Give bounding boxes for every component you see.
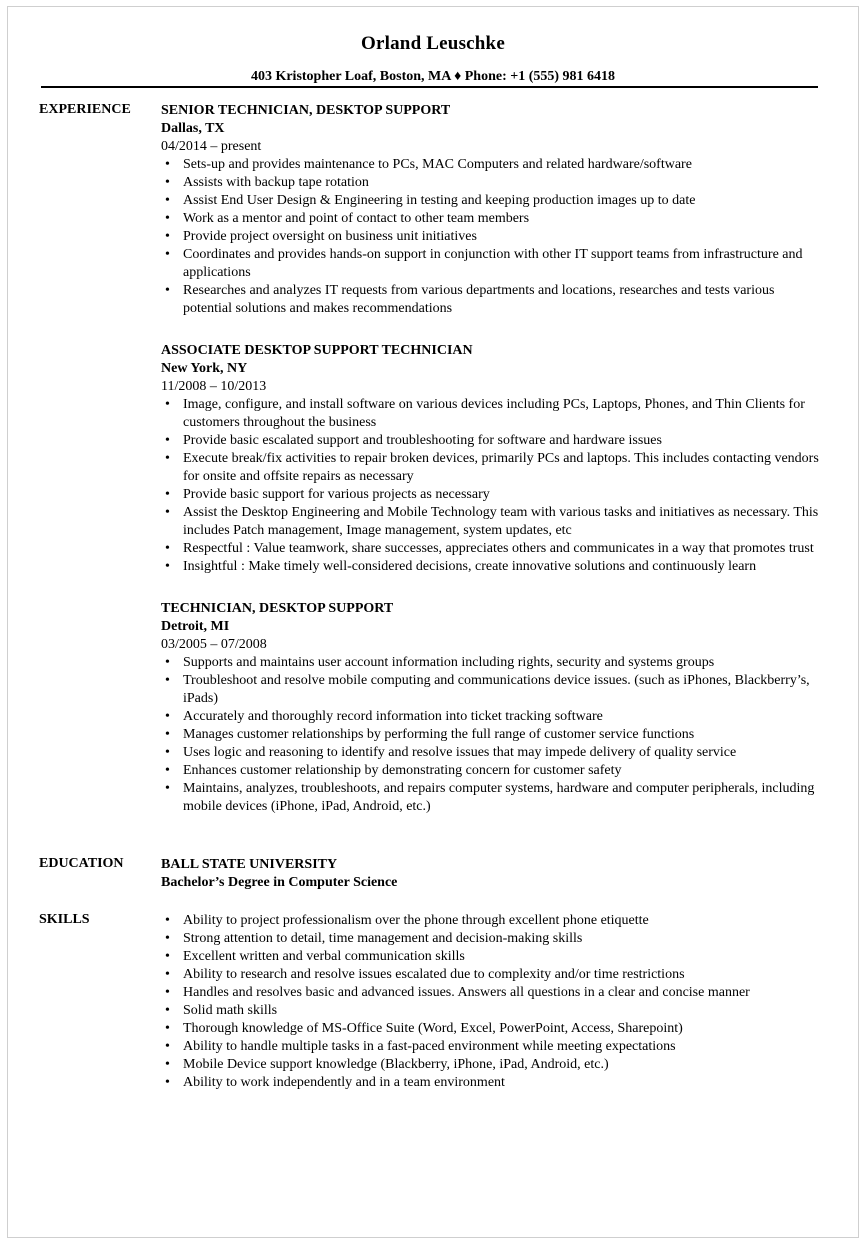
contact-line: 403 Kristopher Loaf, Boston, MA ♦ Phone: +1 (555) 981 6418 xyxy=(250,69,616,84)
bullet-item: • Insightful : Make timely well-considered decisions, create innovative solutions and continuously learn xyxy=(161,558,821,576)
job-dates: 11/2008 – 10/2013 xyxy=(161,379,267,394)
bullet-item: • Coordinates and provides hands-on support in conjunction with other IT support teams from infrastructure and applications xyxy=(161,246,821,282)
job-location: New York, NY xyxy=(161,361,248,376)
bullet-item: • Respectful : Value teamwork, share successes, appreciates others and communicates in a way that promotes trust xyxy=(161,540,821,558)
job-entry xyxy=(161,600,821,816)
candidate-name: Orland Leuschke xyxy=(361,33,505,54)
job-bullets xyxy=(161,654,821,816)
education-section xyxy=(161,856,821,892)
school-name: BALL STATE UNIVERSITY xyxy=(161,857,338,872)
bullet-item: • Image, configure, and install software on various devices including PCs, Laptops, Phones, and Thin Clients for customers throughout the business xyxy=(161,396,821,432)
skill-item: • Handles and resolves basic and advanced issues. Answers all questions in a clear and concise manner xyxy=(161,984,821,1002)
bullet-item: • Uses logic and reasoning to identify and resolve issues that may impede delivery of quality service xyxy=(161,744,821,762)
experience-section xyxy=(161,102,821,816)
bullet-item: • Troubleshoot and resolve mobile computing and communications device issues. (such as iPhones, Blackberry’s, iPads) xyxy=(161,672,821,708)
skill-item: • Ability to research and resolve issues escalated due to complexity and/or time restrictions xyxy=(161,966,821,984)
job-title: ASSOCIATE DESKTOP SUPPORT TECHNICIAN xyxy=(161,343,473,358)
bullet-item: • Manages customer relationships by performing the full range of customer service functions xyxy=(161,726,821,744)
skill-item: • Ability to work independently and in a team environment xyxy=(161,1074,821,1092)
skills-section xyxy=(161,912,821,1092)
job-dates: 03/2005 – 07/2008 xyxy=(161,637,267,652)
bullet-item: • Provide basic support for various projects as necessary xyxy=(161,486,821,504)
experience-label: EXPERIENCE xyxy=(39,102,131,117)
skill-item: • Excellent written and verbal communication skills xyxy=(161,948,821,966)
bullet-item: • Assist End User Design & Engineering in testing and keeping production images up to date xyxy=(161,192,821,210)
job-title: TECHNICIAN, DESKTOP SUPPORT xyxy=(161,601,394,616)
bullet-item: • Assists with backup tape rotation xyxy=(161,174,821,192)
job-location: Detroit, MI xyxy=(161,619,230,634)
resume-page xyxy=(7,6,859,1238)
bullet-item: • Execute break/fix activities to repair broken devices, primarily PCs and laptops. This includes contacting vendors for onsite and offsite repairs as necessary xyxy=(161,450,821,486)
job-title: SENIOR TECHNICIAN, DESKTOP SUPPORT xyxy=(161,103,451,118)
job-bullets xyxy=(161,156,821,318)
bullet-item: • Work as a mentor and point of contact to other team members xyxy=(161,210,821,228)
bullet-item: • Maintains, analyzes, troubleshoots, and repairs computer systems, hardware and computer peripherals, including mobile devices (iPhone, iPad, Android, etc.) xyxy=(161,780,821,816)
bullet-item: • Provide project oversight on business unit initiatives xyxy=(161,228,821,246)
job-dates: 04/2014 – present xyxy=(161,139,262,154)
job-entry xyxy=(161,102,821,318)
skill-item: • Ability to project professionalism over the phone through excellent phone etiquette xyxy=(161,912,821,930)
bullet-item: • Assist the Desktop Engineering and Mobile Technology team with various tasks and initiatives as necessary. This includes Patch management, Image management, system updates, etc xyxy=(161,504,821,540)
bullet-item: • Supports and maintains user account information including rights, security and systems groups xyxy=(161,654,821,672)
bullet-item: • Accurately and thoroughly record information into ticket tracking software xyxy=(161,708,821,726)
skill-item: • Ability to handle multiple tasks in a fast-paced environment while meeting expectations xyxy=(161,1038,821,1056)
degree: Bachelor’s Degree in Computer Science xyxy=(161,875,398,890)
bullet-item: • Provide basic escalated support and troubleshooting for software and hardware issues xyxy=(161,432,821,450)
job-bullets xyxy=(161,396,821,576)
skill-item: • Solid math skills xyxy=(161,1002,821,1020)
skill-item: • Thorough knowledge of MS-Office Suite (Word, Excel, PowerPoint, Access, Sharepoint) xyxy=(161,1020,821,1038)
job-entry xyxy=(161,342,821,576)
skills-label: SKILLS xyxy=(39,912,90,927)
bullet-item: • Sets-up and provides maintenance to PCs, MAC Computers and related hardware/software xyxy=(161,156,821,174)
skills-list xyxy=(161,912,821,1092)
bullet-item: • Researches and analyzes IT requests from various departments and locations, researches and tests various potential solutions and makes recommendations xyxy=(161,282,821,318)
skill-item: • Strong attention to detail, time management and decision-making skills xyxy=(161,930,821,948)
job-location: Dallas, TX xyxy=(161,121,225,136)
education-label: EDUCATION xyxy=(39,856,124,871)
bullet-item: • Enhances customer relationship by demonstrating concern for customer safety xyxy=(161,762,821,780)
skill-item: • Mobile Device support knowledge (Blackberry, iPhone, iPad, Android, etc.) xyxy=(161,1056,821,1074)
header-divider xyxy=(41,86,818,88)
